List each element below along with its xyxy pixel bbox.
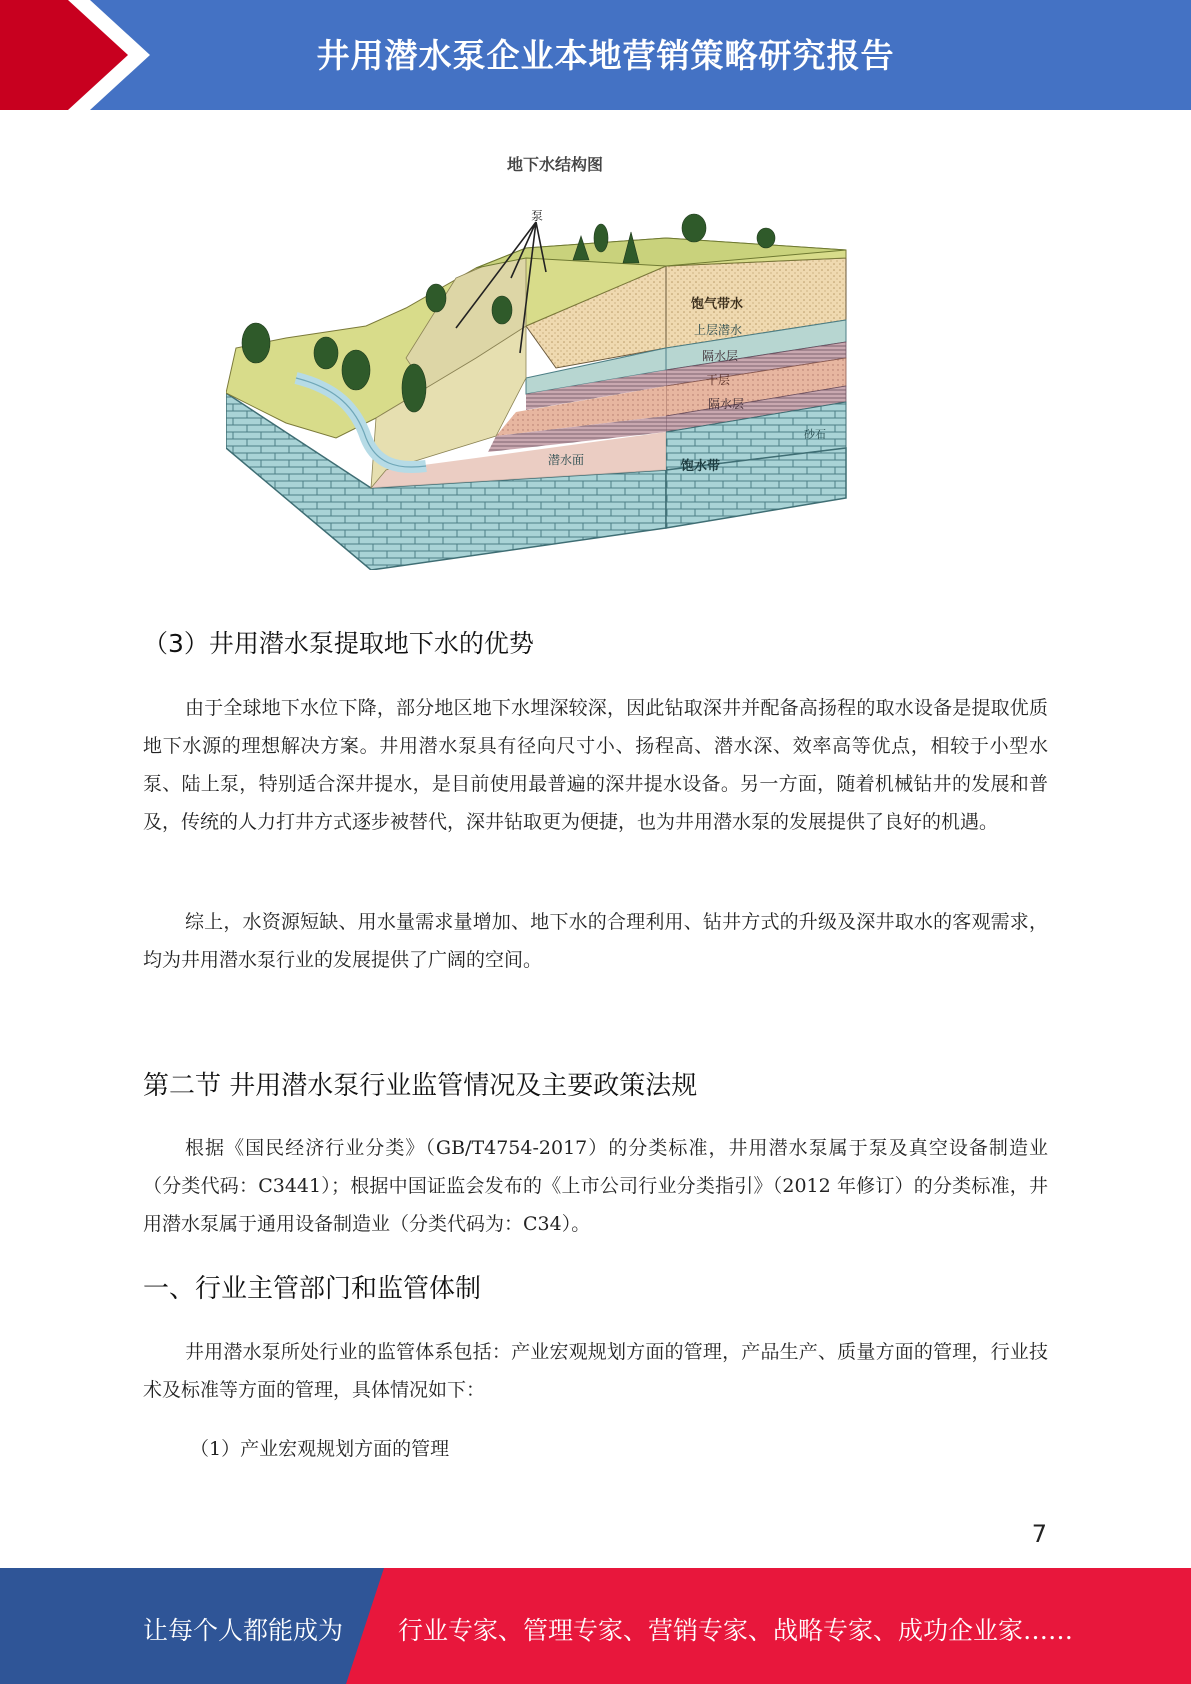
label-dry-layer: 干层 xyxy=(706,373,731,387)
label-perched-water: 上层潜水 xyxy=(694,323,743,337)
groundwater-structure-figure xyxy=(226,208,886,570)
page-header xyxy=(0,0,1191,110)
label-water-table: 潜水面 xyxy=(548,453,585,467)
paragraph-classification: 根据《国民经济行业分类》（GB/T4754-2017）的分类标准，井用潜水泵属于泵及真空设备制造业（分类代码：C3441）；根据中国证监会发布的《上市公司行业分类指引》（2012 年修订）的分类标准，井用潜水泵属于通用设备制造业（分类代码为：C34）。 xyxy=(143,1137,1048,1235)
label-vadose-water: 饱气带水 xyxy=(691,297,744,312)
paragraph-regulatory-system: 井用潜水泵所处行业的监管体系包括：产业宏观规划方面的管理，产品生产、质量方面的管理，行业技术及标准等方面的管理，具体情况如下： xyxy=(143,1341,1048,1401)
subsection-heading-advantages: （3）井用潜水泵提取地下水的优势 xyxy=(143,629,534,658)
label-sandstone: 砂石 xyxy=(804,428,826,441)
label-pump: 泵 xyxy=(531,209,544,223)
page-footer xyxy=(0,1568,1191,1684)
paragraph-summary: 综上，水资源短缺、用水量需求量增加、地下水的合理利用、钻井方式的升级及深井取水的客观需求，均为井用潜水泵行业的发展提供了广阔的空间。 xyxy=(143,911,1048,971)
part-heading-authorities: 一、行业主管部门和监管体制 xyxy=(143,1274,482,1304)
groundwater-diagram xyxy=(226,208,886,570)
section-heading-regulation: 第二节 井用潜水泵行业监管情况及主要政策法规 xyxy=(143,1071,698,1101)
paragraph-advantages: 由于全球地下水位下降，部分地区地下水埋深较深，因此钻取深井并配备高扬程的取水设备是提取优质地下水源的理想解决方案。井用潜水泵具有径向尺寸小、扬程高、潜水深、效率高等优点，相较于小型水泵、陆上泵，特别适合深井提水，是目前使用最普遍的深井提水设备。另一方面，随着机械钻井的发展和普及，传统的人力打井方式逐步被替代，深井钻取更为便捷，也为井用潜水泵的发展提供了良好的机遇。 xyxy=(143,697,1048,833)
page-number: 7 xyxy=(1031,1520,1047,1548)
label-aquitard-lower: 隔水层 xyxy=(708,397,745,411)
label-aquitard-upper: 隔水层 xyxy=(702,349,739,363)
list-item-macro-planning: （1）产业宏观规划方面的管理 xyxy=(190,1438,450,1460)
figure-caption: 地下水结构图 xyxy=(506,155,603,174)
report-title: 井用潜水泵企业本地营销策略研究报告 xyxy=(316,36,895,75)
footer-slogan-left: 让每个人都能成为 xyxy=(143,1616,344,1645)
label-saturated-zone: 饱水带 xyxy=(681,459,721,474)
footer-slogan-right: 行业专家、管理专家、营销专家、战略专家、成功企业家…… xyxy=(398,1616,1074,1645)
